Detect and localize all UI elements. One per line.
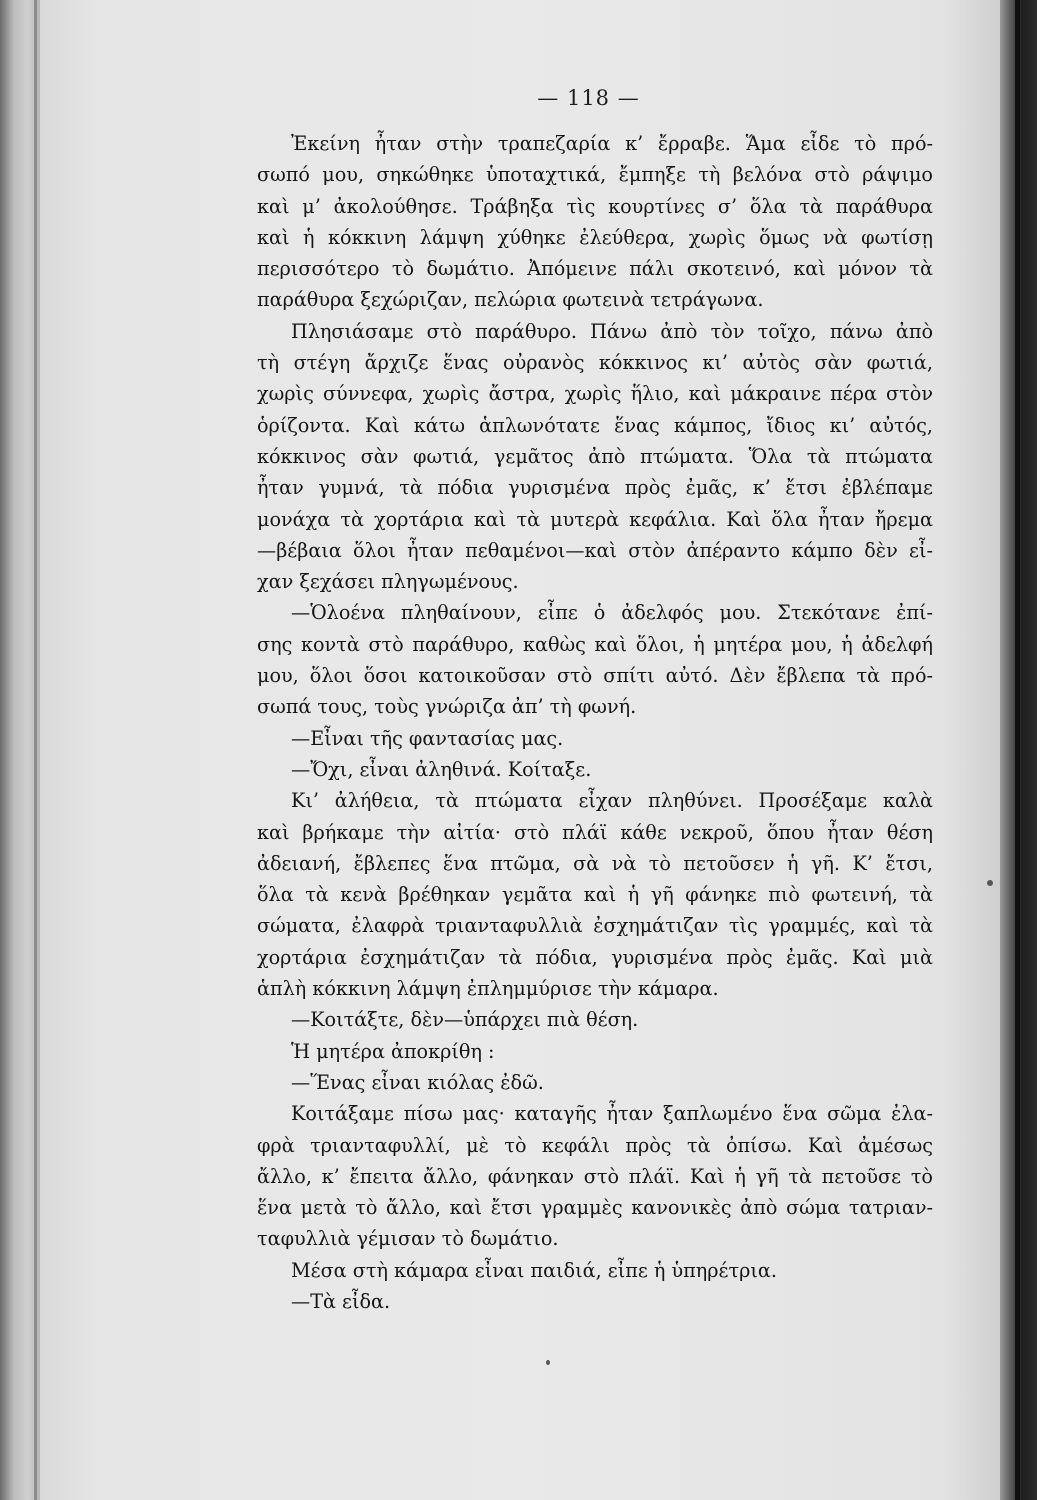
text-line: ταφυλλιὰ γέμισαν τὸ δωμάτιο.	[257, 1227, 559, 1251]
text-line: καὶ ἡ κόκκινη λάμψη χύθηκε ἐλεύθερα, χωρὶς ὅμως νὰ φωτίσῃ	[257, 225, 933, 249]
page-edge-dark	[1000, 0, 1037, 1500]
text-line: σώματα, ἐλαφρὰ τριανταφυλλιὰ ἐσχημάτιζαν τὶς γραμμές, καὶ τὰ	[257, 914, 933, 938]
text-line: παράθυρα ξεχώριζαν, πελώρια φωτεινὰ τετράγωνα.	[257, 288, 764, 312]
paper-spot	[546, 1360, 550, 1365]
text-line: σωπά τους, τοὺς γνώριζα ἀπ’ τὴ φωνή.	[257, 695, 637, 719]
binding-shadow	[34, 0, 37, 1500]
text-line: καὶ μ’ ἀκολούθησε. Τράβηξα τὶς κουρτίνες σ’ ὅλα τὰ παράθυρα	[257, 194, 933, 218]
text-line: —Κοιτάξτε, δὲν—ὑπάρχει πιὰ θέση.	[291, 1008, 639, 1032]
text-line: τὴ στέγη ἄρχιζε ἕνας οὐρανὸς κόκκινος κι’ αὐτὸς σὰν φωτιά,	[257, 351, 933, 375]
text-line: ἀδειανή, ἔβλεπες ἕνα πτῶμα, σὰ νὰ τὸ πετοῦσεν ἡ γῆ. Κ’ ἔτσι,	[257, 851, 933, 875]
previous-page-edge	[0, 0, 40, 1500]
body-text	[257, 128, 933, 1317]
text-line: —Τὰ εἶδα.	[291, 1289, 391, 1313]
text-line: περισσότερο τὸ δωμάτιο. Ἀπόμεινε πάλι σκοτεινό, καὶ μόνον τὰ	[257, 257, 933, 281]
paper-spot	[987, 880, 993, 886]
text-line: σης κοντὰ στὸ παράθυρο, καθὼς καὶ ὅλοι, ἡ μητέρα μου, ἡ ἀδελφή	[257, 632, 933, 656]
text-line: Ἐκείνη ἦταν στὴν τραπεζαρία κ’ ἔρραβε. Ἅμα εἶδε τὸ πρό-	[291, 132, 933, 155]
text-line: Πλησιάσαμε στὸ παράθυρο. Πάνω ἀπὸ τὸν τοῖχο, πάνω ἀπὸ	[291, 319, 933, 343]
text-line: —Ὁλοένα πληθαίνουν, εἶπε ὁ ἀδελφός μου. Στεκότανε ἐπί-	[291, 601, 933, 625]
page-number: — 118 —	[537, 86, 640, 110]
text-line: —Εἶναι τῆς φαντασίας μας.	[291, 726, 564, 750]
text-line: ἁπλὴ κόκκινη λάμψη ἐπλημμύρισε τὴν κάμαρα.	[257, 977, 719, 1001]
text-line: Μέσα στὴ κάμαρα εἶναι παιδιά, εἶπε ἡ ὑπηρέτρια.	[291, 1258, 777, 1282]
text-line: —Ἕνας εἶναι κιόλας ἐδῶ.	[291, 1070, 544, 1094]
text-line: καὶ βρήκαμε τὴν αἰτία· στὸ πλάϊ κάθε νεκροῦ, ὅπου ἦταν θέση	[257, 820, 933, 844]
text-line: μονάχα τὰ χορτάρια καὶ τὰ μυτερὰ κεφάλια. Καὶ ὅλα ἦταν ἤρεμα	[257, 507, 933, 531]
text-line: μου, ὅλοι ὅσοι κατοικοῦσαν στὸ σπίτι αὐτό. Δὲν ἔβλεπα τὰ πρό-	[257, 664, 933, 688]
text-line: σωπό μου, σηκώθηκε ὑποταχτικά, ἔμπηξε τὴ βελόνα στὸ ράψιμο	[257, 163, 933, 187]
text-line: Ἡ μητέρα ἀποκρίθη :	[291, 1039, 495, 1063]
text-line: κόκκινος σὰν φωτιά, γεμᾶτος ἀπὸ πτώματα. Ὅλα τὰ πτώματα	[257, 444, 933, 468]
text-line: ἕνα μετὰ τὸ ἄλλο, καὶ ἔτσι γραμμὲς κανονικὲς ἀπὸ σώμα τατριαν-	[257, 1196, 933, 1220]
text-line: χωρὶς σύννεφα, χωρὶς ἄστρα, χωρὶς ἥλιο, καὶ μάκραινε πέρα στὸν	[257, 382, 933, 406]
text-line: ὁρίζοντα. Καὶ κάτω ἁπλωνότατε ἕνας κάμπος, ἴδιος κι’ αὐτός,	[257, 413, 933, 437]
text-line: χορτάρια ἐσχημάτιζαν τὰ πόδια, γυρισμένα πρὸς ἐμᾶς. Καὶ μιὰ	[257, 945, 933, 969]
text-line: φρὰ τριανταφυλλί, μὲ τὸ κεφάλι πρὸς τὰ ὀπίσω. Καὶ ἀμέσως	[257, 1133, 933, 1157]
edge-stripe	[1015, 0, 1020, 1500]
text-line: ἦταν γυμνά, τὰ πόδια γυρισμένα πρὸς ἐμᾶς, κ’ ἔτσι ἐβλέπαμε	[257, 476, 933, 500]
text-line: ὅλα τὰ κενὰ βρέθηκαν γεμᾶτα καὶ ἡ γῆ φάνηκε πιὸ φωτεινή, τὰ	[257, 883, 933, 907]
text-line: χαν ξεχάσει πληγωμένους.	[257, 570, 519, 594]
text-line: —Ὄχι, εἶναι ἀληθινά. Κοίταξε.	[291, 757, 592, 781]
text-line: Κοιτάξαμε πίσω μας· καταγῆς ἦταν ξαπλωμένο ἕνα σῶμα ἐλα-	[291, 1102, 933, 1126]
text-line: ἄλλο, κ’ ἔπειτα ἄλλο, φάνηκαν στὸ πλάϊ. Καὶ ἡ γῆ τὰ πετοῦσε τὸ	[257, 1164, 933, 1188]
text-line: Κι’ ἀλήθεια, τὰ πτώματα εἶχαν πληθύνει. Προσέξαμε καλὰ	[291, 789, 933, 813]
text-line: —βέβαια ὅλοι ἦταν πεθαμένοι—καὶ στὸν ἀπέραντο κάμπο δὲν εἶ-	[257, 538, 933, 562]
